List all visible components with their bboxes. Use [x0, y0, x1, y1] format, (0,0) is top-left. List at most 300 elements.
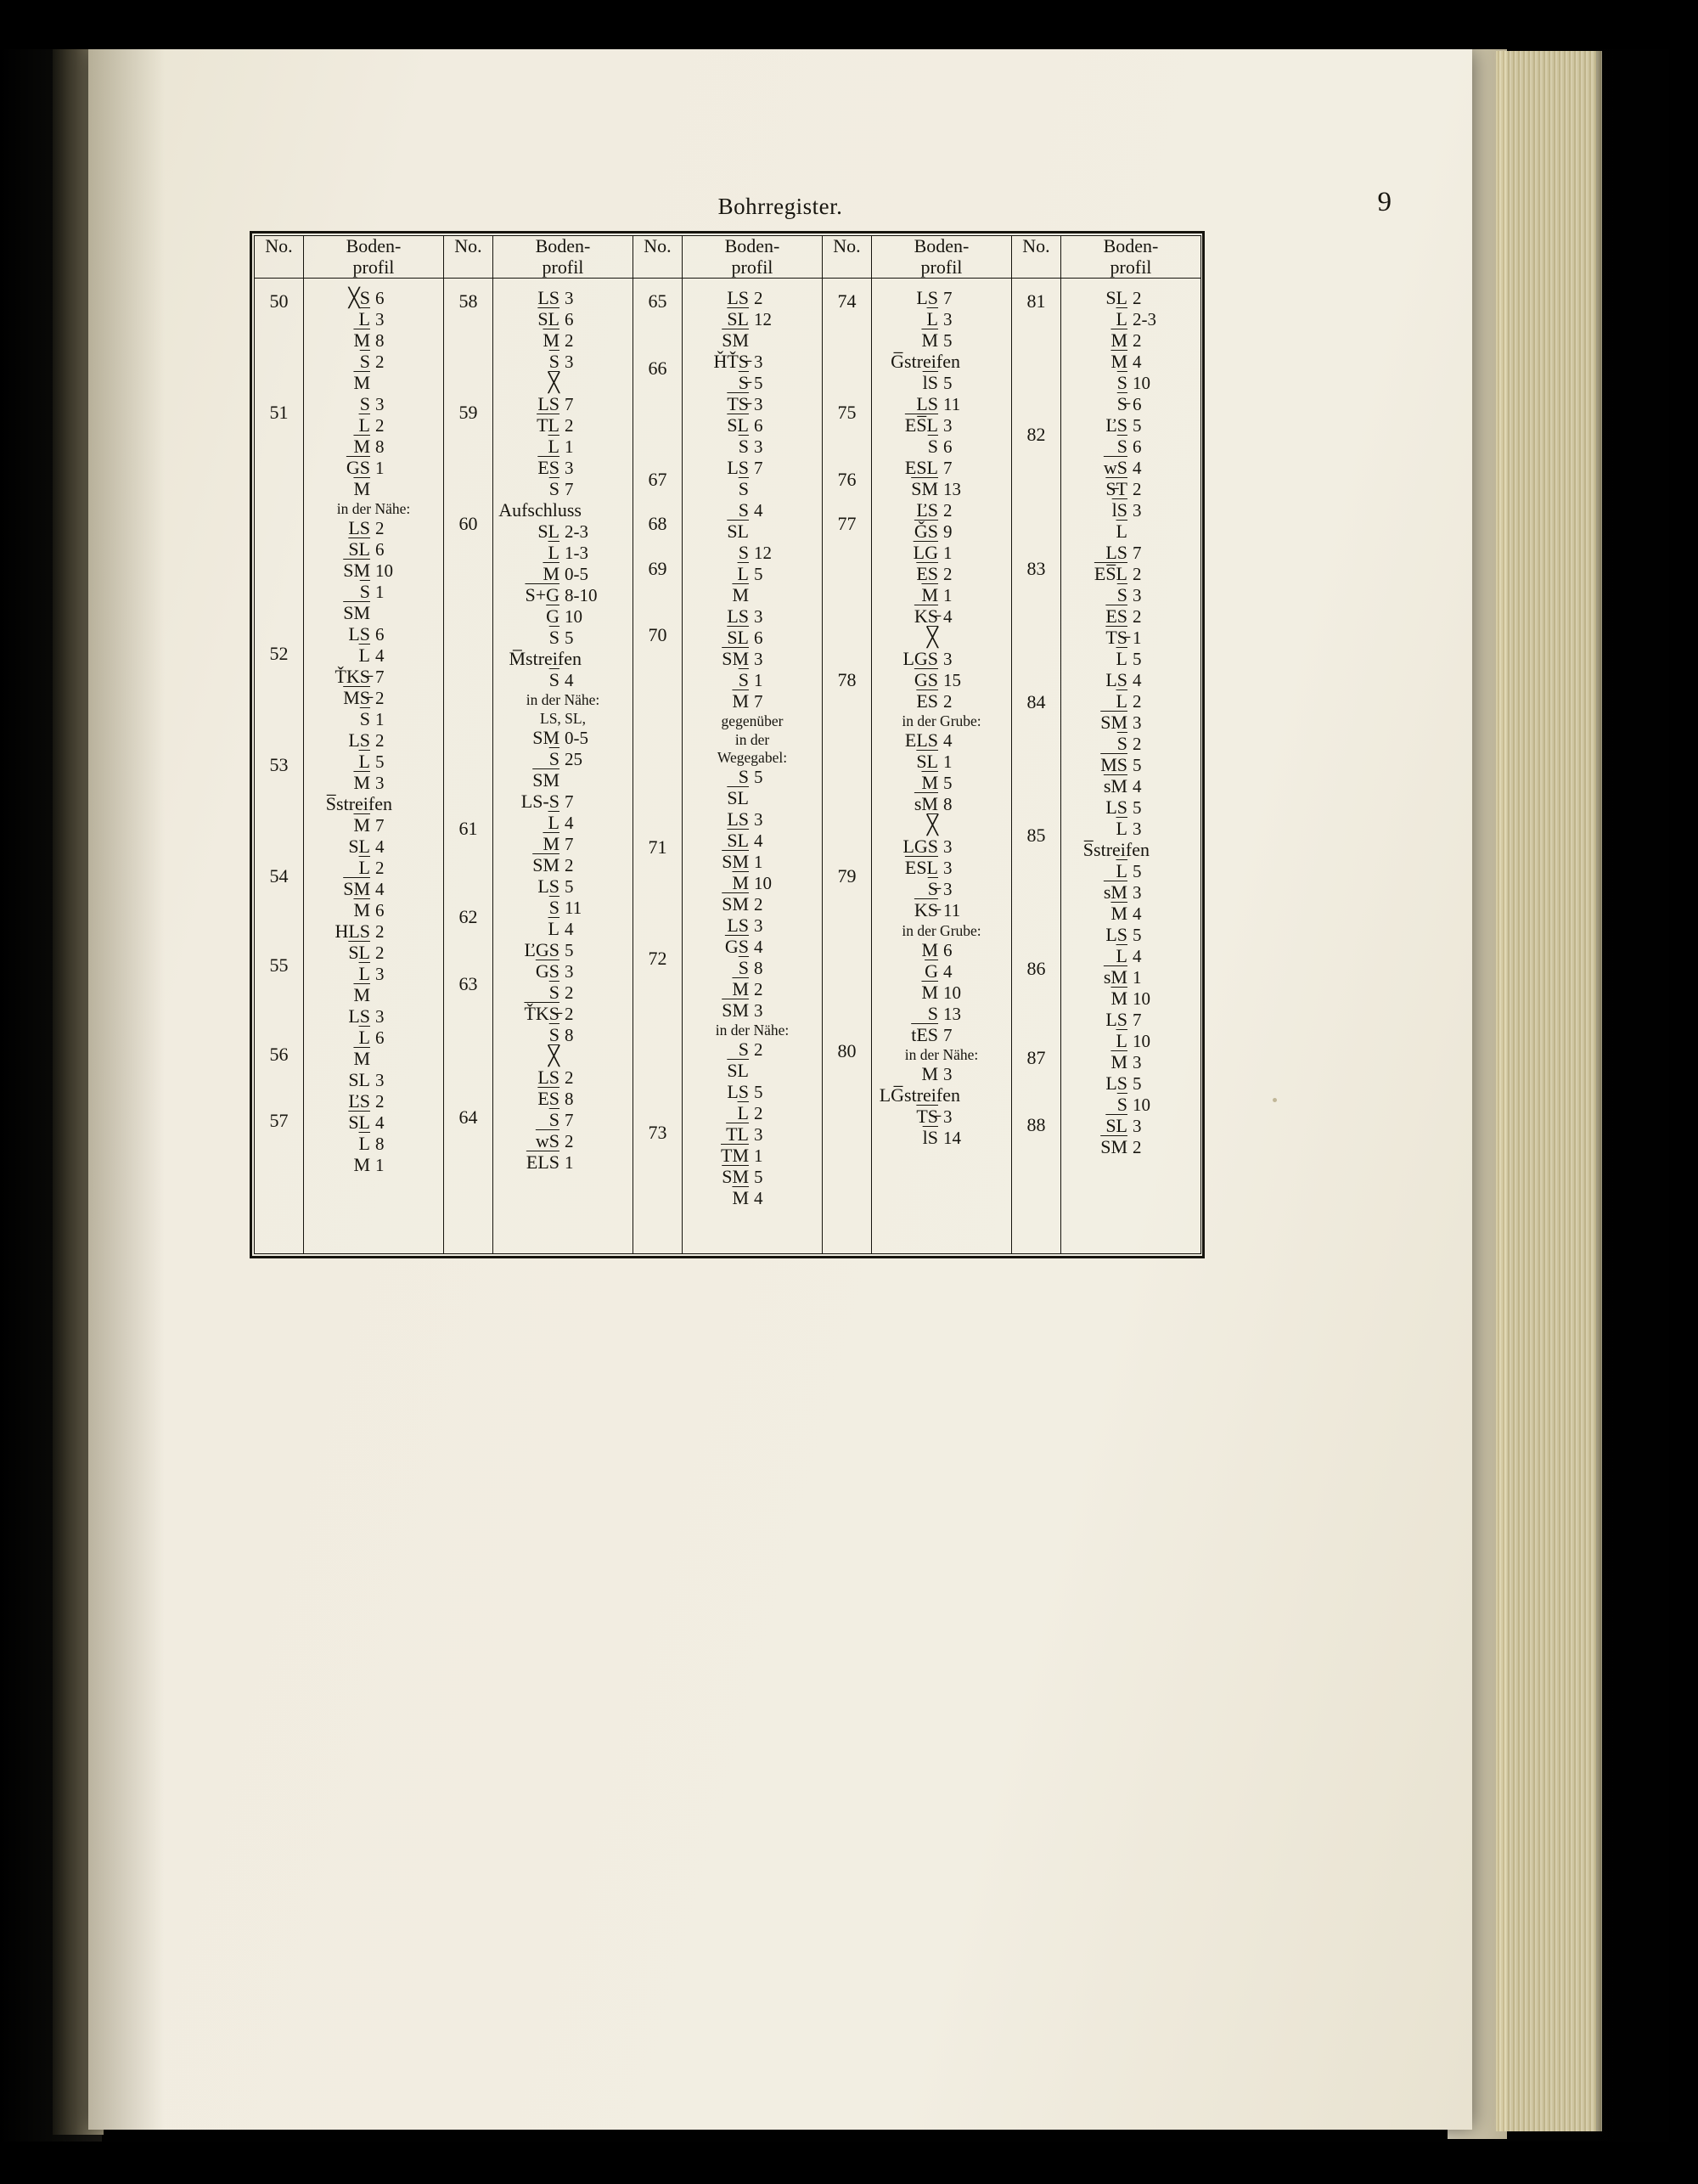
layer-depth: 7 — [565, 1109, 574, 1130]
layer-depth: 1 — [375, 582, 385, 603]
layer-symbol: $\overline{L}$ — [548, 917, 559, 939]
layer-symbol: $\overline{ES}$ — [1105, 605, 1127, 627]
profile-layer — [686, 978, 818, 999]
borehole-number: 64 — [458, 1106, 478, 1129]
layer-depth: 3 — [943, 836, 953, 858]
borehole-number: 85 — [1026, 825, 1046, 846]
layer-symbol: $\overline{SM}$ — [722, 999, 749, 1021]
profile-layer — [686, 1124, 818, 1145]
profile-layer — [307, 539, 440, 560]
profile-layer — [686, 287, 818, 308]
layer-depth: 4 — [943, 605, 953, 627]
layer-symbol: $\overline{S}$ — [1116, 435, 1127, 457]
borehole-number: 79 — [837, 865, 857, 887]
header-bodenprofil-3 — [683, 236, 823, 279]
borehole-number: 50 — [269, 290, 289, 312]
profile-layer — [875, 1127, 1008, 1148]
layer-depth: 3 — [754, 648, 763, 669]
header-line-1: Boden- — [535, 235, 591, 256]
profile-layer — [686, 1167, 818, 1188]
profile-layer — [307, 1134, 440, 1155]
header-line-1: Boden- — [1103, 235, 1159, 256]
profile-layer — [1065, 499, 1197, 521]
profile-layer — [1065, 881, 1197, 903]
layer-depth: 7 — [754, 690, 763, 712]
layer-symbol: $\overline{M}$ — [1110, 350, 1127, 372]
profile-cell-4 — [872, 279, 1012, 1254]
layer-depth: 5 — [943, 773, 953, 794]
header-bodenprofil-2 — [493, 236, 633, 279]
number-list-3 — [633, 279, 682, 1253]
layer-depth: 2 — [1133, 563, 1142, 584]
layer-symbol: $\overline{GS}$ — [724, 935, 749, 957]
profile-layer — [307, 1027, 440, 1049]
layer-symbol: $\overline{L}$ — [737, 1102, 749, 1124]
no-cell-4 — [823, 279, 872, 1254]
layer-depth: 8 — [565, 1024, 574, 1045]
profile-layer — [1065, 1115, 1197, 1136]
layer-depth: 4 — [375, 879, 385, 900]
layer-symbol: $\overline{GS}$ — [914, 668, 938, 690]
layer-depth: 3 — [1133, 1115, 1142, 1136]
layer-depth: 3 — [1133, 818, 1142, 839]
layer-symbol: $\overline{SM}$ — [343, 602, 370, 624]
profile-layer — [875, 879, 1008, 900]
layer-symbol: $\overline{S}$ — [548, 477, 559, 499]
no-cell-1 — [255, 279, 304, 1254]
borehole-number: 88 — [1026, 1113, 1046, 1135]
profile-layer — [497, 791, 629, 812]
profile-layer — [307, 518, 440, 539]
profile-layer — [1065, 839, 1197, 860]
borehole-number: 84 — [1026, 690, 1046, 712]
profile-layer — [307, 1049, 440, 1070]
profile-layer — [307, 900, 440, 921]
borehole-number: 75 — [837, 402, 857, 424]
layer-depth: 3 — [375, 308, 385, 329]
table-header-row — [255, 236, 1201, 279]
layer-depth: 4 — [565, 918, 574, 939]
layer-symbol: $\overline{TM}$ — [721, 1145, 749, 1167]
profile-layer — [686, 936, 818, 957]
profile-layer — [307, 964, 440, 985]
layer-symbol: $\overline{S}$ — [359, 708, 370, 730]
layer-depth: 6 — [943, 939, 953, 960]
layer-depth: 8 — [754, 957, 763, 978]
layer-depth: 3 — [565, 960, 574, 982]
profile-layer — [497, 414, 629, 436]
profile-layer — [307, 478, 440, 499]
layer-symbol: $\overline{TL}$ — [537, 414, 559, 436]
layer-depth: 2 — [375, 921, 385, 943]
layer-symbol: $\overline{L}$ — [1116, 817, 1127, 839]
profile-layer — [307, 287, 440, 308]
layer-depth: 25 — [565, 748, 582, 769]
layer-depth: 3 — [754, 1124, 763, 1145]
profile-layer — [686, 542, 818, 563]
layer-symbol: LS — [1105, 923, 1127, 945]
layer-symbol: $\overline{L}$ — [1116, 859, 1127, 881]
profile-layer — [686, 999, 818, 1021]
layer-symbol: $\overline{L}$ — [1116, 1029, 1127, 1051]
profile-layer — [875, 563, 1008, 584]
layer-depth: 2 — [565, 1003, 574, 1024]
layer-depth: 4 — [375, 836, 385, 858]
profile-layer — [686, 329, 818, 351]
profile-layer — [1065, 796, 1197, 818]
profile-layer — [1065, 436, 1197, 457]
layer-symbol: TS̵ — [916, 1105, 938, 1127]
layer-depth: 3 — [375, 1006, 385, 1027]
layer-depth: 12 — [754, 542, 772, 563]
borehole-number: 63 — [458, 973, 478, 995]
layer-symbol: $\overline{SM}$ — [1100, 1135, 1127, 1157]
running-head: Bohrregister. — [717, 194, 843, 219]
layer-symbol: $\overline{L}$ — [1116, 520, 1127, 542]
layer-depth: 6 — [943, 436, 953, 457]
profile-layer — [497, 982, 629, 1003]
layer-symbol: $\overline{L}$ — [358, 751, 370, 773]
layer-depth: 6 — [1133, 436, 1142, 457]
layer-depth: 3 — [754, 915, 763, 936]
profile-layer — [686, 648, 818, 669]
layer-depth: 2 — [754, 1103, 763, 1124]
profile-layer — [686, 915, 818, 936]
layer-depth: 4 — [943, 960, 953, 982]
layer-depth: 5 — [754, 563, 763, 584]
layer-symbol: $\overline{M}$ — [543, 329, 559, 351]
layer-symbol: $\overline{GS}$ — [535, 960, 559, 982]
layer-symbol: ĽS — [1105, 414, 1127, 436]
layer-depth: 4 — [565, 812, 574, 833]
layer-symbol: $\overline{L}$ — [926, 307, 938, 329]
borehole-number: 59 — [458, 402, 478, 424]
layer-depth: 5 — [565, 939, 574, 960]
layer-depth: 3 — [1133, 1051, 1142, 1072]
profile-layer — [875, 858, 1008, 879]
layer-depth: 6 — [375, 287, 385, 308]
layer-depth: 9 — [943, 521, 953, 542]
borehole-number: 57 — [269, 1110, 289, 1132]
layer-depth: 10 — [1133, 988, 1150, 1009]
borehole-number: 61 — [458, 817, 478, 839]
profile-cell-1 — [304, 279, 444, 1254]
profile-layer — [1065, 478, 1197, 499]
header-no-2: No. — [444, 236, 493, 279]
layer-symbol: LS — [1105, 1008, 1127, 1030]
layer-depth: 6 — [754, 414, 763, 436]
layer-symbol: LS — [348, 729, 370, 751]
layer-symbol: $\overline{ESL}$ — [904, 857, 938, 879]
profile-layer — [686, 563, 818, 584]
profile-layer — [875, 351, 1008, 372]
profile-layer — [307, 436, 440, 457]
profile-layer — [875, 627, 1008, 648]
profile-layer — [686, 393, 818, 414]
layer-symbol: $\overline{L}$ — [1116, 944, 1127, 966]
profile-layer — [307, 457, 440, 478]
layer-depth: 13 — [943, 478, 961, 499]
layer-symbol: $\overline{S}$ — [359, 350, 370, 372]
layer-symbol: $\overline{ELS}$ — [526, 1151, 559, 1173]
layer-symbol: LS — [348, 623, 370, 645]
layer-depth: 5 — [1133, 1072, 1142, 1094]
layer-depth: 4 — [1133, 775, 1142, 796]
layer-depth: 6 — [375, 900, 385, 921]
layer-depth: 3 — [1133, 881, 1142, 903]
layer-symbol: $\overline{ES}$ — [916, 562, 938, 584]
profile-layer — [497, 1109, 629, 1130]
layer-depth: 14 — [943, 1127, 961, 1148]
layer-symbol: $\overline{G}$ — [925, 960, 938, 982]
profile-layer — [497, 1024, 629, 1045]
profile-layer — [1065, 351, 1197, 372]
layer-symbol: M — [353, 1154, 370, 1176]
layer-depth: 4 — [565, 669, 574, 690]
profile-layer — [497, 627, 629, 648]
layer-symbol: $\overline{M}$ — [732, 583, 749, 605]
layer-depth: 3 — [754, 436, 763, 457]
layer-symbol: $\overline{M}$ — [353, 371, 370, 393]
profile-layer — [1065, 988, 1197, 1009]
profile-layer — [686, 1188, 818, 1209]
layer-depth: 5 — [1133, 860, 1142, 881]
borehole-number: 58 — [458, 290, 478, 312]
profile-layer — [497, 833, 629, 854]
layer-depth: 3 — [754, 999, 763, 1021]
profile-layer — [686, 308, 818, 329]
scanned-page — [88, 49, 1472, 2130]
profile-layer — [875, 773, 1008, 794]
layer-depth: 1 — [1133, 966, 1142, 988]
layer-symbol: $\overline{SL}$ — [348, 1112, 370, 1134]
layer-depth: 8 — [375, 436, 385, 457]
layer-depth: 2 — [754, 287, 763, 308]
layer-depth: 0-5 — [565, 563, 588, 584]
profile-layer — [875, 499, 1008, 521]
profile-layer — [875, 836, 1008, 858]
layer-symbol: KS̵ — [914, 899, 938, 921]
profile-layer — [875, 287, 1008, 308]
layer-symbol: $\overline{L}$ — [548, 541, 559, 563]
profile-layer — [686, 893, 818, 915]
borehole-number: 51 — [269, 402, 289, 424]
profile-layer — [307, 1070, 440, 1091]
header-bodenprofil-4 — [872, 236, 1012, 279]
layer-depth: 3 — [943, 1063, 953, 1084]
layer-symbol: LS — [727, 605, 749, 627]
profile-layer — [1065, 584, 1197, 605]
profile-layer — [875, 751, 1008, 773]
borehole-number: 73 — [648, 1122, 667, 1143]
profile-layer — [875, 690, 1008, 712]
header-no-4: No. — [823, 236, 872, 279]
profile-layer — [686, 478, 818, 499]
layer-depth: 12 — [754, 308, 772, 329]
layer-symbol: ESL — [904, 456, 938, 478]
layer-depth: 5 — [754, 1082, 763, 1103]
layer-depth: 1 — [565, 1151, 574, 1173]
no-cell-3 — [633, 279, 683, 1254]
layer-symbol: $\overline{M}$ — [921, 772, 938, 794]
layer-symbol: $\overline{sM}$ — [914, 793, 938, 815]
layer-symbol: S — [738, 765, 749, 787]
layer-depth: 2 — [943, 690, 953, 712]
profile-note: LS, SL, — [540, 709, 586, 727]
layer-depth: 2 — [375, 943, 385, 964]
layer-depth: 2-3 — [1133, 308, 1156, 329]
layer-symbol: $\overline{L}$ — [358, 963, 370, 985]
profile-cell-5 — [1061, 279, 1201, 1254]
layer-depth: 6 — [565, 308, 574, 329]
profile-layer — [1065, 1136, 1197, 1157]
layer-symbol: $\overline{SL}$ — [1105, 1114, 1127, 1136]
profile-layer — [497, 329, 629, 351]
header-line-1: Boden- — [346, 235, 402, 256]
layer-symbol: LS — [537, 1066, 559, 1088]
layer-symbol: $\overline{M}$ — [732, 871, 749, 893]
layer-symbol: ╳S — [348, 286, 370, 308]
layer-symbol: S̵ — [738, 371, 749, 393]
profile-layer — [497, 875, 629, 897]
layer-symbol: $\overline{S}$ — [359, 581, 370, 603]
layer-depth: 1 — [565, 436, 574, 457]
layer-symbol: $\overline{SL}$ — [727, 1060, 749, 1082]
profile-layer — [307, 943, 440, 964]
profile-layer — [497, 436, 629, 457]
layer-depth: 10 — [565, 605, 582, 627]
profile-layer — [497, 308, 629, 329]
profile-layer — [1065, 1009, 1197, 1030]
profile-layer — [497, 918, 629, 939]
layer-symbol: $\overline{SM}$ — [722, 892, 749, 915]
paper-speck — [1273, 1098, 1277, 1102]
layer-symbol: ĽS — [348, 1090, 370, 1112]
profile-layer — [1065, 733, 1197, 754]
profile-layer — [1065, 754, 1197, 775]
layer-depth: 11 — [565, 897, 582, 918]
layer-symbol: ╳ — [926, 626, 938, 648]
profile-layer — [307, 393, 440, 414]
profile-layer — [307, 794, 440, 815]
profile-layer — [1065, 966, 1197, 988]
layer-depth: 5 — [943, 329, 953, 351]
profile-list-1 — [304, 279, 443, 1187]
layer-depth: 1 — [375, 1155, 385, 1176]
profile-note: in der Nähe: — [715, 1022, 790, 1039]
layer-symbol: $\overline{SL}$ — [916, 751, 938, 773]
layer-depth: 11 — [943, 393, 961, 414]
layer-depth: 3 — [565, 351, 574, 372]
layer-symbol: $\overline{L}$ — [358, 1133, 370, 1155]
layer-symbol: $\overline{S}$ — [927, 435, 938, 457]
layer-depth: 2 — [375, 730, 385, 751]
layer-symbol: $\overline{L}$ — [737, 562, 749, 584]
profile-layer — [1065, 308, 1197, 329]
profile-layer — [686, 766, 818, 787]
borehole-number: 71 — [648, 836, 667, 858]
borehole-number: 55 — [269, 954, 289, 977]
profile-layer — [1065, 1094, 1197, 1115]
layer-symbol: $\overline{M}$ — [353, 814, 370, 836]
layer-depth: 5 — [1133, 648, 1142, 669]
layer-symbol: $\overline{M}$ — [1110, 902, 1127, 924]
layer-symbol: LG̅streifen — [879, 1084, 960, 1106]
profile-layer — [497, 748, 629, 769]
layer-depth: 2 — [375, 351, 385, 372]
layer-depth: 5 — [565, 875, 574, 897]
layer-depth: 11 — [943, 900, 961, 921]
profile-layer — [497, 478, 629, 499]
layer-symbol: $\overline{SL}$ — [727, 829, 749, 851]
profile-layer — [875, 730, 1008, 751]
profile-layer — [1065, 287, 1197, 308]
layer-depth: 5 — [375, 751, 385, 773]
layer-symbol: $\overline{sM}$ — [1103, 774, 1127, 796]
header-no-1: No. — [255, 236, 304, 279]
layer-depth: 8 — [375, 329, 385, 351]
fore-edge — [1496, 51, 1602, 2131]
layer-depth: 1 — [1133, 627, 1142, 648]
profile-layer — [307, 1112, 440, 1134]
layer-depth: 3 — [1133, 712, 1142, 733]
layer-symbol: $\overline{ES}$ — [537, 1087, 559, 1109]
layer-depth: 3 — [754, 393, 763, 414]
profile-list-4 — [872, 279, 1011, 1160]
layer-symbol: ES̅L — [1094, 562, 1127, 584]
layer-symbol: S̵T — [1105, 477, 1127, 499]
layer-symbol: $\overline{SM}$ — [343, 560, 370, 582]
profile-layer — [497, 939, 629, 960]
profile-list-3 — [683, 279, 822, 1221]
profile-note: in der Nähe: — [336, 500, 411, 518]
layer-symbol: ĽS — [916, 498, 938, 521]
layer-depth: 4 — [1133, 945, 1142, 966]
borehole-number: 53 — [269, 754, 289, 776]
profile-layer — [875, 521, 1008, 542]
layer-depth: 1 — [754, 851, 763, 872]
layer-symbol: $\overline{M}$ — [921, 329, 938, 351]
profile-layer — [307, 645, 440, 667]
layer-symbol: LS — [727, 456, 749, 478]
profile-layer — [307, 921, 440, 943]
profile-layer — [307, 1006, 440, 1027]
layer-depth: 5 — [754, 372, 763, 393]
layer-depth: 5 — [754, 766, 763, 787]
layer-depth: 7 — [943, 457, 953, 478]
layer-symbol: $\overline{S}$ — [738, 477, 749, 499]
layer-depth: 4 — [754, 936, 763, 957]
profile-layer — [875, 794, 1008, 815]
layer-symbol: $\overline{SL}$ — [348, 942, 370, 964]
profile-layer — [686, 351, 818, 372]
profile-layer — [497, 669, 629, 690]
layer-depth: 10 — [1133, 1030, 1150, 1051]
layer-depth: 3 — [565, 287, 574, 308]
profile-layer — [1065, 945, 1197, 966]
layer-symbol: $\overline{S}$ — [548, 981, 559, 1003]
borehole-number: 74 — [837, 290, 857, 312]
profile-layer — [686, 372, 818, 393]
layer-symbol: $\overline{GS}$ — [346, 456, 370, 478]
header-line-2: profil — [352, 256, 395, 278]
layer-symbol: $\overline{S}$ — [1116, 732, 1127, 754]
layer-symbol: LS — [1105, 1072, 1127, 1094]
profile-layer — [875, 815, 1008, 836]
layer-symbol: TS̵ — [727, 392, 749, 414]
layer-symbol: $\overline{SL}$ — [727, 520, 749, 542]
layer-depth: 8 — [375, 1134, 385, 1155]
